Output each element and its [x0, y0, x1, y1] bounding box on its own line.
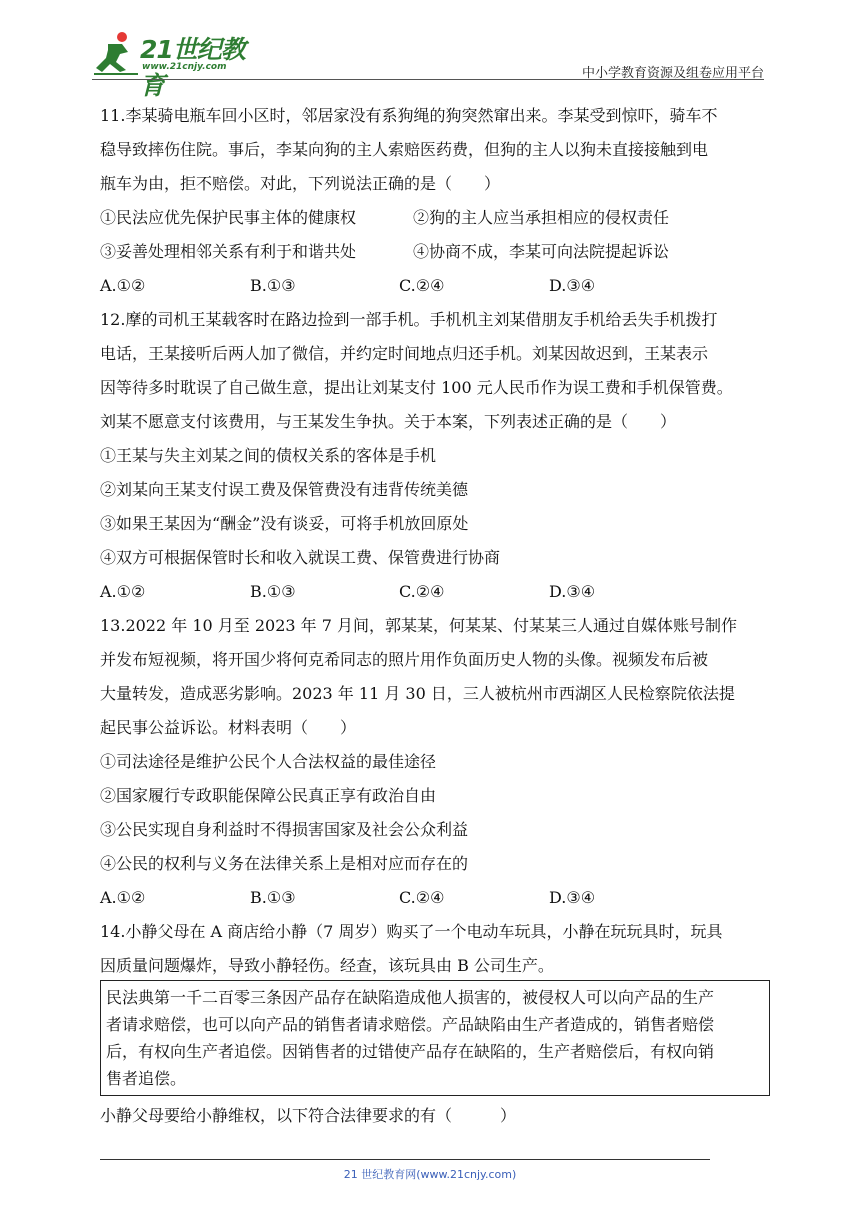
q13-choice-d[interactable]: D.③④ — [549, 888, 596, 907]
q11-choice-b[interactable]: B.①③ — [250, 276, 296, 295]
law-line: 后，有权向生产者追偿。因销售者的过错使产品存在缺陷的，生产者赔偿后，有权向销 — [106, 1042, 715, 1061]
q12-item-1: ①王某与失主刘某之间的债权关系的客体是手机 — [100, 446, 437, 465]
q12-item-4: ④双方可根据保管时长和收入就误工费、保管费进行协商 — [100, 548, 501, 567]
q13-choice-b[interactable]: B.①③ — [250, 888, 296, 907]
q12-choice-d[interactable]: D.③④ — [549, 582, 596, 601]
q13-item-1: ①司法途径是维护公民个人合法权益的最佳途径 — [100, 752, 437, 771]
q13-item-4: ④公民的权利与义务在法律关系上是相对应而存在的 — [100, 854, 469, 873]
q11-item-2: ②狗的主人应当承担相应的侵权责任 — [413, 208, 670, 227]
logo-url: www.21cnjy.com — [142, 62, 227, 72]
q12-choice-b[interactable]: B.①③ — [250, 582, 296, 601]
footer-link[interactable]: 21 世纪教育网(www.21cnjy.com) — [343, 1168, 517, 1181]
q13-stem-line: 13.2022 年 10 月至 2023 年 7 月间，郭某某，何某某、付某某三人通过自媒体账号制作 — [100, 616, 738, 635]
q12-stem-line: 电话，王某接听后两人加了微信，并约定时间地点归还手机。刘某因故迟到，王某表示 — [100, 344, 709, 363]
q13-stem-line: 并发布短视频，将开国少将何克希同志的照片用作负面历史人物的头像。视频发布后被 — [100, 650, 709, 669]
q13-stem-line: 大量转发，造成恶劣影响。2023 年 11 月 30 日，三人被杭州市西湖区人民检察院依法提 — [100, 684, 735, 703]
page-header — [92, 28, 764, 100]
q11-choice-c[interactable]: C.②④ — [399, 276, 445, 295]
law-line: 者请求赔偿，也可以向产品的销售者请求赔偿。产品缺陷由生产者造成的，销售者赔偿 — [106, 1015, 715, 1034]
site-logo[interactable] — [92, 30, 262, 100]
law-line: 售者追偿。 — [106, 1069, 187, 1088]
q13-choice-c[interactable]: C.②④ — [399, 888, 445, 907]
q12-choice-c[interactable]: C.②④ — [399, 582, 445, 601]
q11-choice-a[interactable]: A.①② — [100, 276, 146, 295]
q12-stem-line: 刘某不愿意支付该费用，与王某发生争执。关于本案，下列表述正确的是（ ） — [100, 412, 677, 431]
q11-item-3: ③妥善处理相邻关系有利于和谐共处 — [100, 242, 357, 261]
q11-choice-d[interactable]: D.③④ — [549, 276, 596, 295]
q14-stem-line: 14.小静父母在 A 商店给小静（7 周岁）购买了一个电动车玩具，小静在玩玩具时，玩具 — [100, 922, 723, 941]
law-line: 民法典第一千二百零三条因产品存在缺陷造成他人损害的，被侵权人可以向产品的生产 — [106, 988, 715, 1007]
q11-stem-line: 11.李某骑电瓶车回小区时，邻居家没有系狗绳的狗突然窜出来。李某受到惊吓，骑车不 — [100, 106, 718, 125]
q13-item-2: ②国家履行专政职能保障公民真正享有政治自由 — [100, 786, 437, 805]
q13-item-3: ③公民实现自身利益时不得损害国家及社会公众利益 — [100, 820, 469, 839]
q14-stem-line: 因质量问题爆炸，导致小静轻伤。经查，该玩具由 B 公司生产。 — [100, 956, 554, 975]
q12-item-2: ②刘某向王某支付误工费及保管费没有违背传统美德 — [100, 480, 469, 499]
law-excerpt-box — [100, 980, 770, 1096]
q12-choice-a[interactable]: A.①② — [100, 582, 146, 601]
q13-choice-a[interactable]: A.①② — [100, 888, 146, 907]
q12-stem-line: 12.摩的司机王某载客时在路边捡到一部手机。手机机主刘某借朋友手机给丢失手机拨打 — [100, 310, 718, 329]
footer-divider — [100, 1159, 710, 1160]
header-divider — [92, 79, 764, 80]
runner-logo-icon — [92, 30, 140, 76]
q14-question: 小静父母要给小静维权，以下符合法律要求的有（ ） — [100, 1106, 517, 1125]
q12-item-3: ③如果王某因为“酬金”没有谈妥，可将手机放回原处 — [100, 514, 469, 533]
q11-stem-line: 瓶车为由，拒不赔偿。对此，下列说法正确的是（ ） — [100, 174, 501, 193]
q12-stem-line: 因等待多时耽误了自己做生意，提出让刘某支付 100 元人民币作为误工费和手机保管费。 — [100, 378, 733, 397]
q11-stem-line: 稳导致摔伤住院。事后，李某向狗的主人索赔医药费，但狗的主人以狗未直接接触到电 — [100, 140, 709, 159]
q11-item-1: ①民法应优先保护民事主体的健康权 — [100, 208, 357, 227]
q11-item-4: ④协商不成，李某可向法院提起诉讼 — [413, 242, 670, 261]
q13-stem-line: 起民事公益诉讼。材料表明（ ） — [100, 718, 357, 737]
logo-title: 21世纪教育 — [140, 35, 245, 100]
platform-name: 中小学教育资源及组卷应用平台 — [581, 66, 764, 81]
